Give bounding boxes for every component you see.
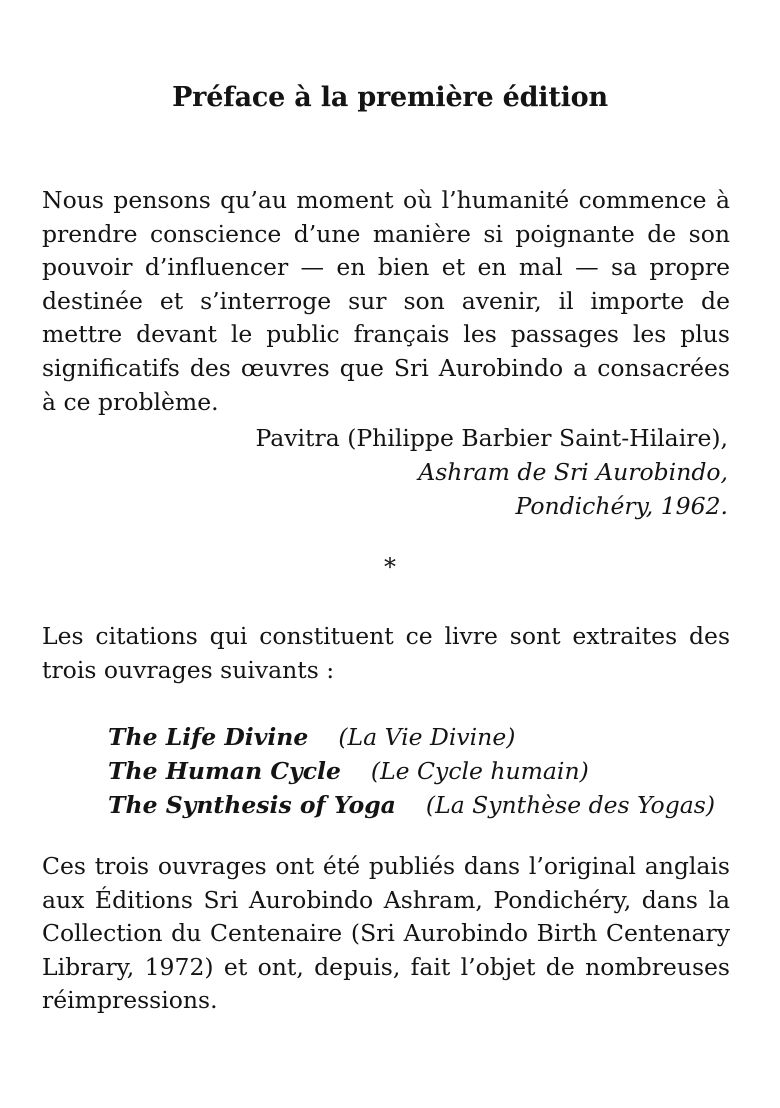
signature-name: Pavitra (Philippe Barbier Saint-Hilaire), (255, 424, 728, 452)
publication-paragraph: Ces trois ouvrages ont été publiés dans l’original anglais aux Éditions Sri Aurobindo Ashram, Pondichéry, dans la Collection du Centenaire (Sri Aurobindo Birth Centenary Library, 1972) et ont, depuis, fait l’objet de nombreuses réimpressions. (42, 852, 730, 1015)
signature-place: Ashram de Sri Aurobindo, (418, 458, 728, 486)
preface-paragraph: Nous pensons qu’au moment où l’humanité commence à prendre conscience d’une manière si poignante de son pouvoir d’influencer — en bien et en mal — sa propre destinée et s’interroge sur son avenir, il importe de mettre devant le public français les passages les plus significatifs des œuvres que Sri Aurobindo a consacrées à ce problème. (42, 186, 730, 416)
page-title: Préface à la première édition (172, 82, 608, 113)
work-item (108, 754, 715, 788)
section-separator: * (384, 553, 396, 581)
signature-city-date: Pondichéry, 1962. (515, 492, 728, 520)
work-french-title: (Le Cycle humain) (370, 757, 589, 785)
work-english-title: The Human Cycle (108, 757, 341, 785)
work-english-title: The Life Divine (108, 723, 309, 751)
work-french-title: (La Vie Divine) (338, 723, 516, 751)
signature-block (255, 421, 728, 523)
sources-paragraph: Les citations qui constituent ce livre sont extraites des trois ouvrages suivants : (42, 622, 730, 684)
works-list (108, 720, 715, 822)
work-item (108, 720, 715, 754)
work-english-title: The Synthesis of Yoga (108, 791, 396, 819)
work-french-title: (La Synthèse des Yogas) (425, 791, 715, 819)
work-item (108, 788, 715, 822)
